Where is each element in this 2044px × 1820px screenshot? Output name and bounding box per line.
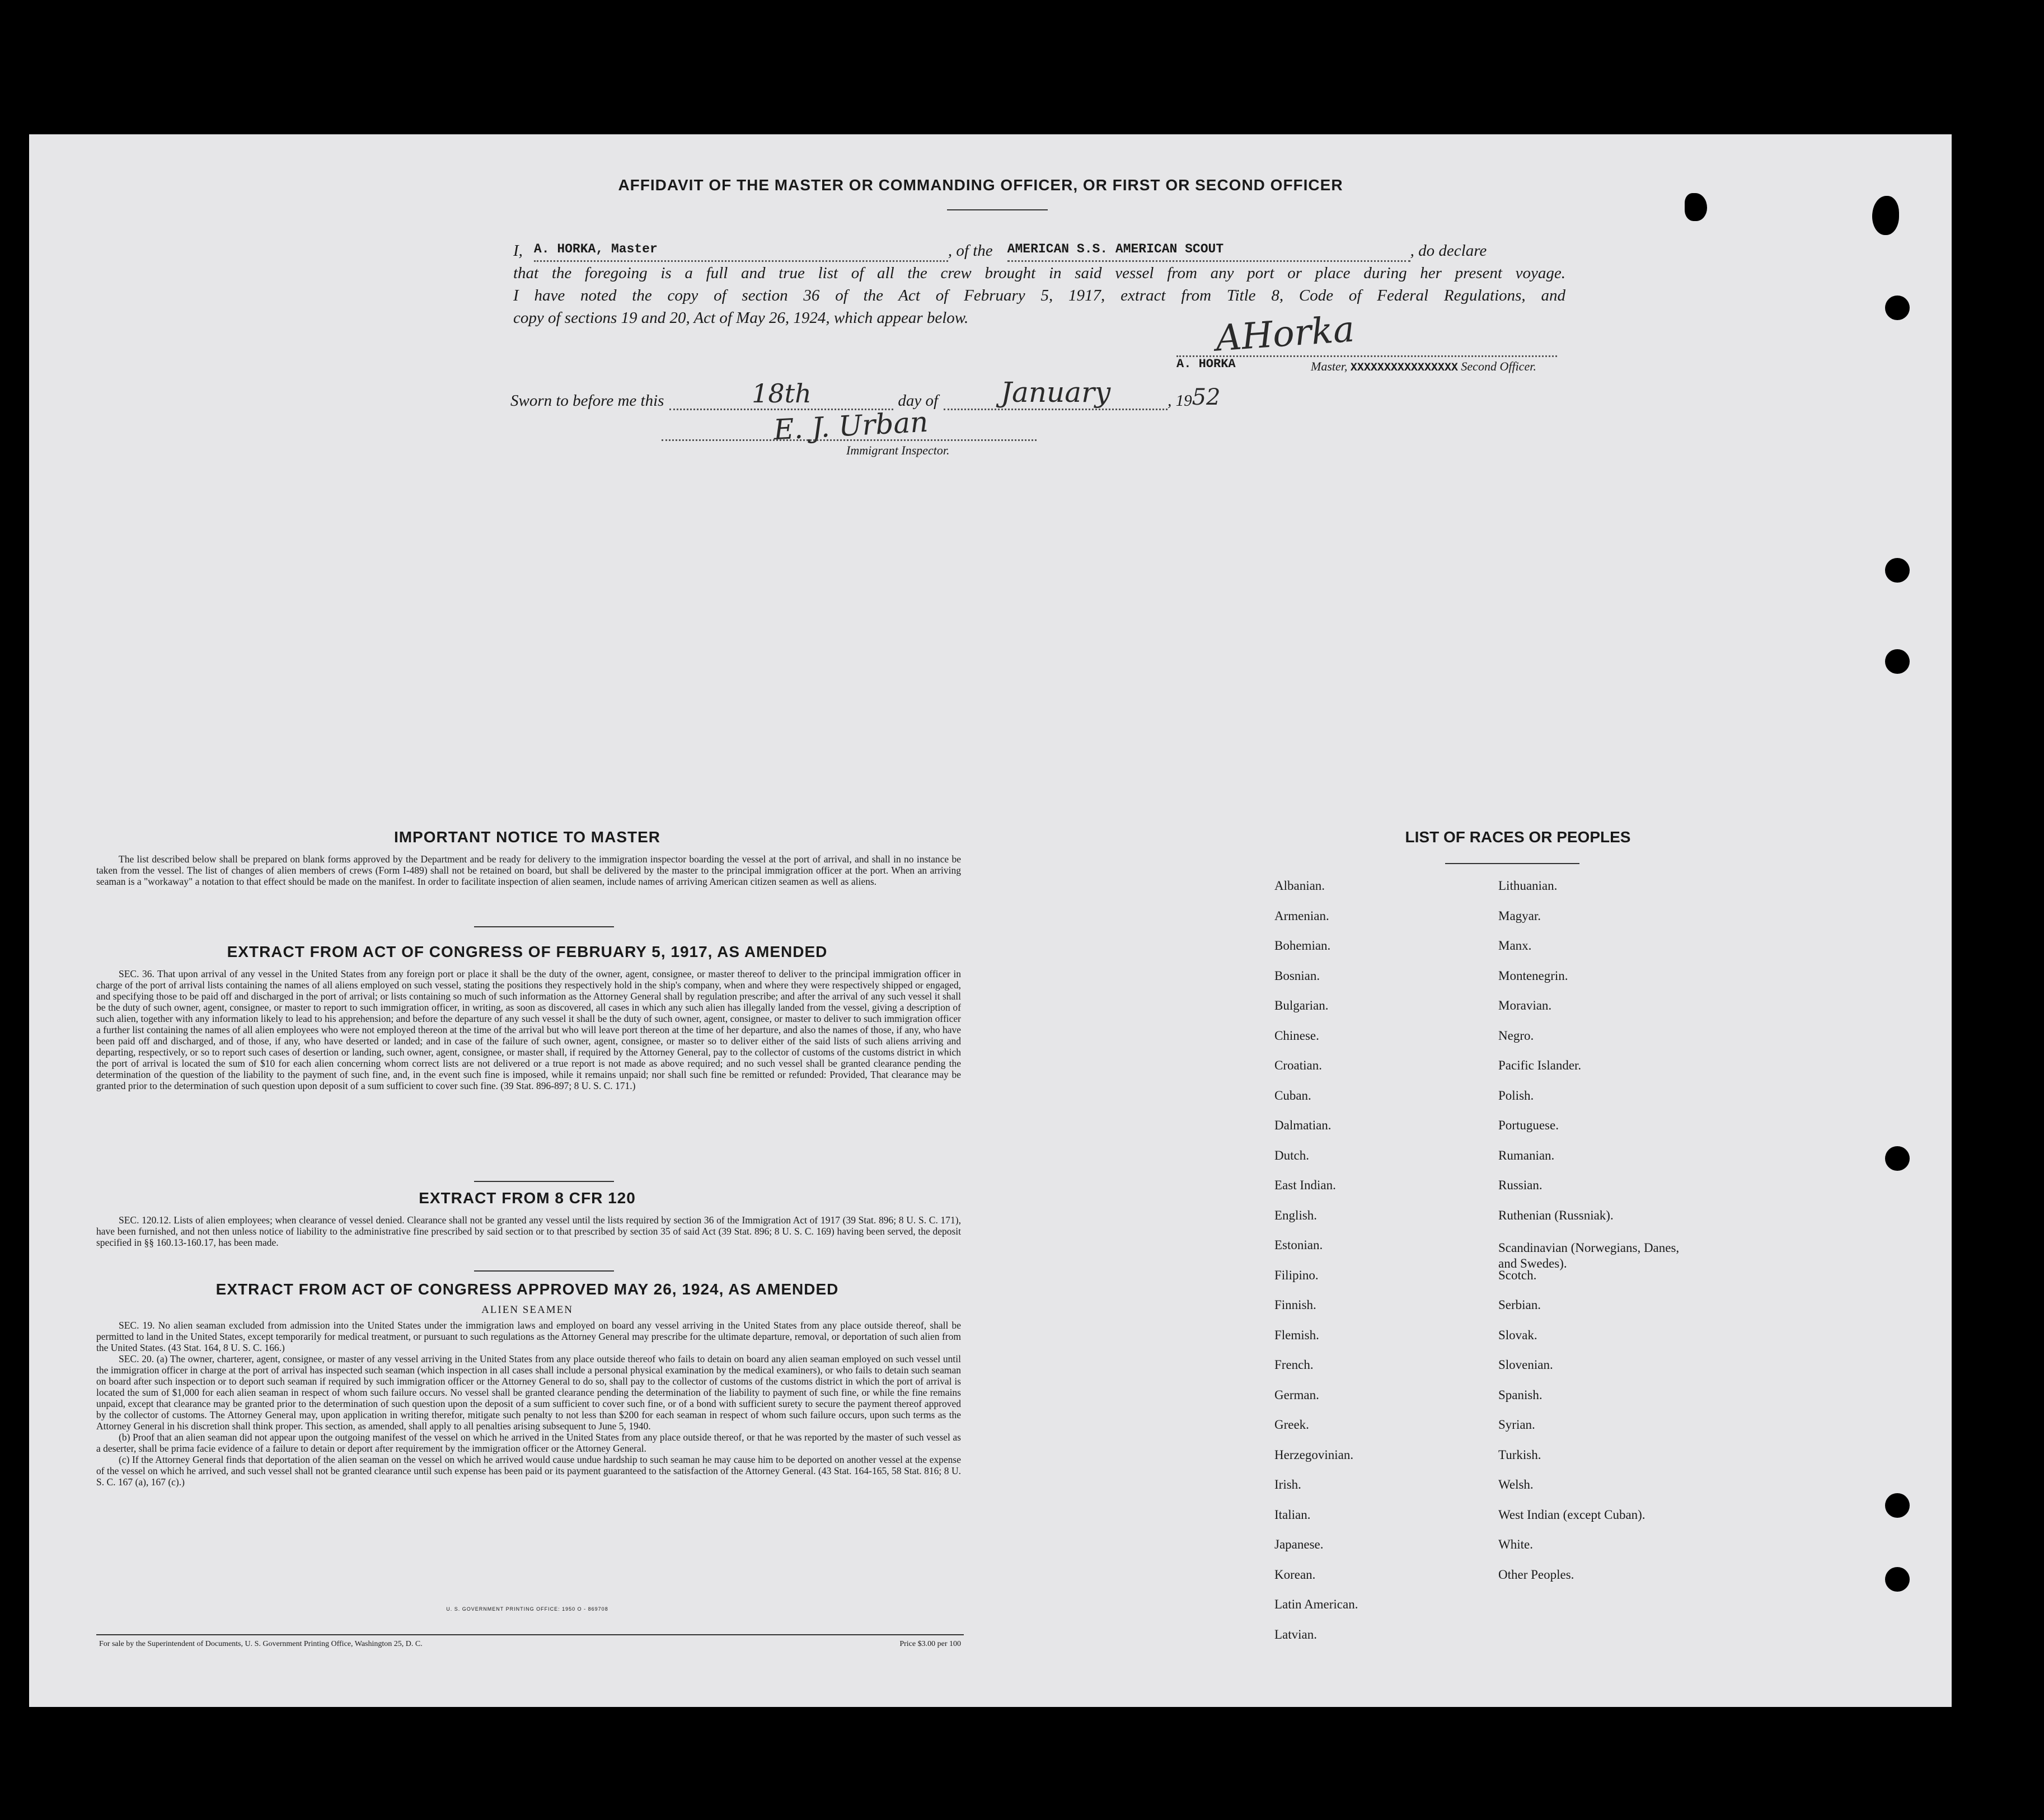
race-item: Spanish. [1498, 1387, 1543, 1402]
affidavit-line-2: that the foregoing is a full and true list of all the crew brought in said vessel from any port or place during her present voyage. [513, 264, 1565, 282]
race-item: Finnish. [1274, 1298, 1316, 1312]
extract-1924-body [96, 1320, 961, 1488]
section-36-paragraph: SEC. 36. That upon arrival of any vessel in the United States from any foreign port or place it shall be the duty of the owner, agent, consignee, or master thereof to deliver to the principal immigration officer in charge of the port of arrival lists containing the names of all aliens employed on such vessel, stating the positions they respectively hold in the ship's company, when and where they were respectively shipped or engaged, and specifying those to be paid off and discharged in the port of arrival; or lists containing so much of such information as the Attorney General shall by regulation prescribe; and after the arrival of any such vessel it shall be the duty of such owner, agent, consignee, or master to report to such immigration officer, in writing, as soon as discovered, all cases in which any such alien has illegally landed from the vessel, giving a description of such alien, together with any information likely to lead to his apprehension; and before the departure of any such vessel it shall be the duty of such owner, agent, consignee, or master to deliver to such immigration officer a further list containing the names of all alien employees who were not employed thereon at the time of the arrival but who will leave port thereon at the time of her departure, and also the names of those, if any, who have been paid off and discharged, and of those, if any, who have deserted or landed; and in case of the failure of such owner, agent, consignee, or master so to deliver either of the said lists of such aliens arriving and departing, respectively, or so to report such cases of desertion or landing, such owner, agent, consignee, or master shall, if required by the Attorney General, pay to the collector of customs of the customs district in which the port of arrival is located the sum of $10 for each alien concerning whom correct lists are not delivered or a true report is not made as above required; and no such vessel shall be granted clearance pending the determination of the question of the liability to the payment of such fine, and, in the event such fine is imposed, while it remains unpaid; nor shall such fine be remitted or refunded: Provided, That clearance may be granted prior to the determination of such question upon deposit of a sum sufficient to cover such fine. (39 Stat. 896-897; 8 U. S. C. 171.) [96, 968, 961, 1091]
race-item: Portuguese. [1498, 1118, 1559, 1132]
section-19-paragraph: SEC. 19. No alien seaman excluded from admission into the United States under the immigration laws and employed on board any vessel arriving in the United States from any place outside thereof, shall be permitted to land in the United States, except temporarily for medical treatment, or pursuant to such regulations as the Attorney General may prescribe for the ultimate departure, removal, or deportation of such alien from the United States. (43 Stat. 164, 8 U. S. C. 166.) [96, 1320, 961, 1353]
form-page [29, 134, 1952, 1707]
binder-hole [1885, 649, 1910, 674]
race-item: Manx. [1498, 939, 1532, 953]
race-item: White. [1498, 1537, 1533, 1551]
race-item: Welsh. [1498, 1477, 1534, 1491]
race-item: Montenegrin. [1498, 968, 1568, 983]
sworn-text: Sworn to before me this [510, 392, 664, 410]
year-prefix: , 19 [1168, 392, 1192, 410]
race-item: Serbian. [1498, 1298, 1541, 1312]
race-item: Rumanian. [1498, 1148, 1555, 1162]
year-value: 52 [1192, 384, 1221, 410]
race-item: Korean. [1274, 1567, 1316, 1582]
inspector-signature: E. J. Urban [772, 405, 929, 447]
of-the-text: , of the [948, 242, 993, 260]
punch-mark [1685, 193, 1707, 221]
inspector-label: Immigrant Inspector. [846, 443, 950, 457]
race-item: Albanian. [1274, 879, 1325, 893]
footer-rule [96, 1634, 964, 1635]
binder-hole [1885, 1493, 1910, 1518]
binder-hole [1885, 1567, 1910, 1592]
sworn-month-field [944, 376, 1168, 410]
sworn-month-value: January [1001, 376, 1111, 409]
race-item: German. [1274, 1387, 1319, 1402]
footer-sale-text: For sale by the Superintendent of Documents, U. S. Government Printing Office, Washington 25, D. C. [99, 1640, 423, 1648]
race-item: Pacific Islander. [1498, 1058, 1582, 1072]
race-item: Chinese. [1274, 1028, 1319, 1043]
race-item: Scandinavian (Norwegians, Danes, and Swedes). [1498, 1241, 1680, 1270]
footer [99, 1640, 961, 1649]
race-item: Scotch. [1498, 1268, 1537, 1282]
race-item: Lithuanian. [1498, 879, 1558, 893]
master-name-field [534, 236, 948, 262]
race-item: Ruthenian (Russniak). [1498, 1208, 1614, 1222]
race-item: Bosnian. [1274, 968, 1320, 983]
race-item: Turkish. [1498, 1447, 1541, 1462]
signer-typed-name: A. HORKA [1176, 357, 1236, 371]
race-item: Slovak. [1498, 1328, 1537, 1342]
binder-hole [1885, 295, 1910, 320]
sworn-line [510, 376, 1221, 410]
race-item: Irish. [1274, 1477, 1301, 1491]
i-prefix: I, [513, 242, 523, 260]
extract-cfr-divider [474, 1270, 614, 1272]
officer-label-second: Second Officer. [1461, 359, 1536, 373]
extract-1924-heading: EXTRACT FROM ACT OF CONGRESS APPROVED MAY 26, 1924, AS AMENDED [215, 1280, 839, 1298]
race-item: Cuban. [1274, 1088, 1311, 1103]
race-item: Dutch. [1274, 1148, 1309, 1162]
notice-divider [474, 926, 614, 927]
race-item: Flemish. [1274, 1328, 1319, 1342]
race-item: Herzegovinian. [1274, 1447, 1354, 1462]
race-item: Polish. [1498, 1088, 1534, 1103]
race-item: Slovenian. [1498, 1358, 1553, 1372]
extract-1917-body [96, 968, 961, 1091]
race-item: West Indian (except Cuban). [1498, 1507, 1645, 1522]
officer-label-struck: XXXXXXXXXXXXXXXX [1350, 362, 1458, 374]
race-item: Other Peoples. [1498, 1567, 1574, 1582]
race-item: Moravian. [1498, 998, 1552, 1012]
extract-cfr-body [96, 1214, 961, 1248]
section-20b-paragraph: (b) Proof that an alien seaman did not appear upon the outgoing manifest of the vessel on which he arrived in the United States from any place outside thereof, or that he was reported by the master of such vessel as a deserter, shall be prima facie evidence of a failure to detain or deport after requirement by the immigration officer or the Attorney General. [96, 1432, 961, 1454]
race-item: Armenian. [1274, 908, 1329, 923]
races-divider [1445, 863, 1579, 864]
race-item: Bohemian. [1274, 939, 1331, 953]
race-item: Japanese. [1274, 1537, 1324, 1551]
race-item: Dalmatian. [1274, 1118, 1332, 1132]
race-item: Italian. [1274, 1507, 1311, 1522]
section-120-12-paragraph: SEC. 120.12. Lists of alien employees; when clearance of vessel denied. Clearance shall not be granted any vessel until the lists required by section 36 of the Immigration Act of 1917 (39 Stat. 896; 8 U. S. C. 171), have been furnished, and not then unless notice of liability to the administrative fine prescribed by said section or to that prescribed by section 35 of said Act (39 Stat. 896; 8 U. S. C. 169) having been served, the deposit specified in §§ 160.13-160.17, has been made. [96, 1214, 961, 1248]
extract-1917-heading: EXTRACT FROM ACT OF CONGRESS OF FEBRUARY 5, 1917, AS AMENDED [227, 943, 828, 960]
sworn-day-field [669, 378, 893, 410]
race-item: Estonian. [1274, 1238, 1323, 1252]
race-item: French. [1274, 1358, 1314, 1372]
race-item: Magyar. [1498, 908, 1541, 923]
extract-1917-divider [474, 1181, 614, 1182]
master-signature: AHorka [1214, 308, 1356, 360]
punch-mark [1872, 196, 1899, 235]
race-item: Latvian. [1274, 1627, 1317, 1641]
title-divider [947, 209, 1048, 210]
master-name-value: A. HORKA, Master [533, 242, 658, 256]
binder-hole [1885, 558, 1910, 583]
race-item: Filipino. [1274, 1268, 1319, 1282]
vessel-value: AMERICAN S.S. AMERICAN SCOUT [1007, 242, 1224, 256]
do-declare-text: , do declare [1410, 242, 1487, 260]
notice-heading: IMPORTANT NOTICE TO MASTER [393, 828, 661, 846]
officer-label-master: Master, [1311, 359, 1348, 373]
race-item: Greek. [1274, 1418, 1309, 1432]
binder-hole [1885, 1146, 1910, 1171]
extract-cfr-heading: EXTRACT FROM 8 CFR 120 [419, 1189, 636, 1207]
footer-price-text: Price $3.00 per 100 [899, 1640, 961, 1648]
race-item: Russian. [1498, 1178, 1543, 1192]
notice-body [96, 853, 961, 887]
affidavit-line-3: I have noted the copy of section 36 of the Act of February 5, 1917, extract from Title 8, Code of Federal Regulations, and [513, 287, 1565, 304]
affidavit-title: AFFIDAVIT OF THE MASTER OR COMMANDING OFFICER, OR FIRST OR SECOND OFFICER [618, 176, 1343, 194]
printing-office-note: U. S. GOVERNMENT PRINTING OFFICE: 1950 O - 869708 [446, 1606, 608, 1612]
day-of-text: day of [898, 392, 939, 410]
affidavit-line-4: copy of sections 19 and 20, Act of May 26, 1924, which appear below. [513, 309, 969, 327]
officer-label [1311, 359, 1536, 374]
race-item: English. [1274, 1208, 1318, 1222]
section-20c-paragraph: (c) If the Attorney General finds that deportation of the alien seaman on the vessel on which he arrived would cause undue hardship to such seaman he may cause him to be deported on another vessel at the expense of the vessel on which he arrived, and such vessel shall not be granted clearance until such expense has been paid or its payment guaranteed to the satisfaction of the Attorney General. (43 Stat. 164-165, 58 Stat. 816; 8 U. S. C. 167 (a), 167 (c).) [96, 1454, 961, 1488]
race-item: Syrian. [1498, 1418, 1535, 1432]
notice-paragraph: The list described below shall be prepared on blank forms approved by the Department and be ready for delivery to the immigration inspector boarding the vessel at the port of arrival, and shall in no instance be taken from the vessel. The list of changes of alien members of crews (Form I-489) shall not be retained on board, but shall be delivered by the master to the principal immigration officer at the port. When an arriving seaman is a "workaway" a notation to that effect should be made on the manifest. In order to facilitate inspection of alien seamen, include names of arriving American citizen seamen as well as aliens. [96, 853, 961, 887]
race-item: Croatian. [1274, 1058, 1322, 1072]
section-20a-paragraph: SEC. 20. (a) The owner, charterer, agent, consignee, or master of any vessel arriving in the United States from any place outside thereof who fails to detain on board any alien seaman employed on such vessel until the immigration officer in charge at the port of arrival has inspected such seaman (which inspection in all cases shall include a personal physical examination by the medical examiners), or who fails to detain such seaman on board after such inspection or to deport such seaman if required by such immigration officer or the Attorney General to do so, shall pay to the collector of customs of the customs district in which the port of arrival is located the sum of $1,000 for each alien seaman in respect of whom such failure occurs. No vessel shall be granted clearance pending the determination of the liability to payment of such fine, or while the fine remains unpaid, except that clearance may be granted prior to the determination of such question upon the deposit of a sum sufficient to cover such fine, or of a bond with sufficient surety to secure the payment thereof approved by the collector of customs. The Attorney General may, upon application in writing therefor, mitigate such penalty to not less than $200 for each seaman in respect of whom such failure occurs, upon such terms as the Attorney General in his discretion shall think proper. This section, as amended, shall apply to all penalties arising subsequent to June 5, 1940. [96, 1353, 961, 1432]
race-item: East Indian. [1274, 1178, 1336, 1192]
vessel-field [1007, 236, 1410, 262]
race-item: Negro. [1498, 1028, 1534, 1043]
races-heading: LIST OF RACES OR PEOPLES [1405, 828, 1631, 846]
affidavit-body [513, 236, 1565, 329]
race-item: Bulgarian. [1274, 998, 1329, 1012]
sworn-day-value: 18th [752, 378, 812, 409]
inspector-line [662, 439, 1037, 441]
race-item: Latin American. [1274, 1597, 1358, 1611]
alien-seamen-subheading: ALIEN SEAMEN [481, 1304, 573, 1316]
